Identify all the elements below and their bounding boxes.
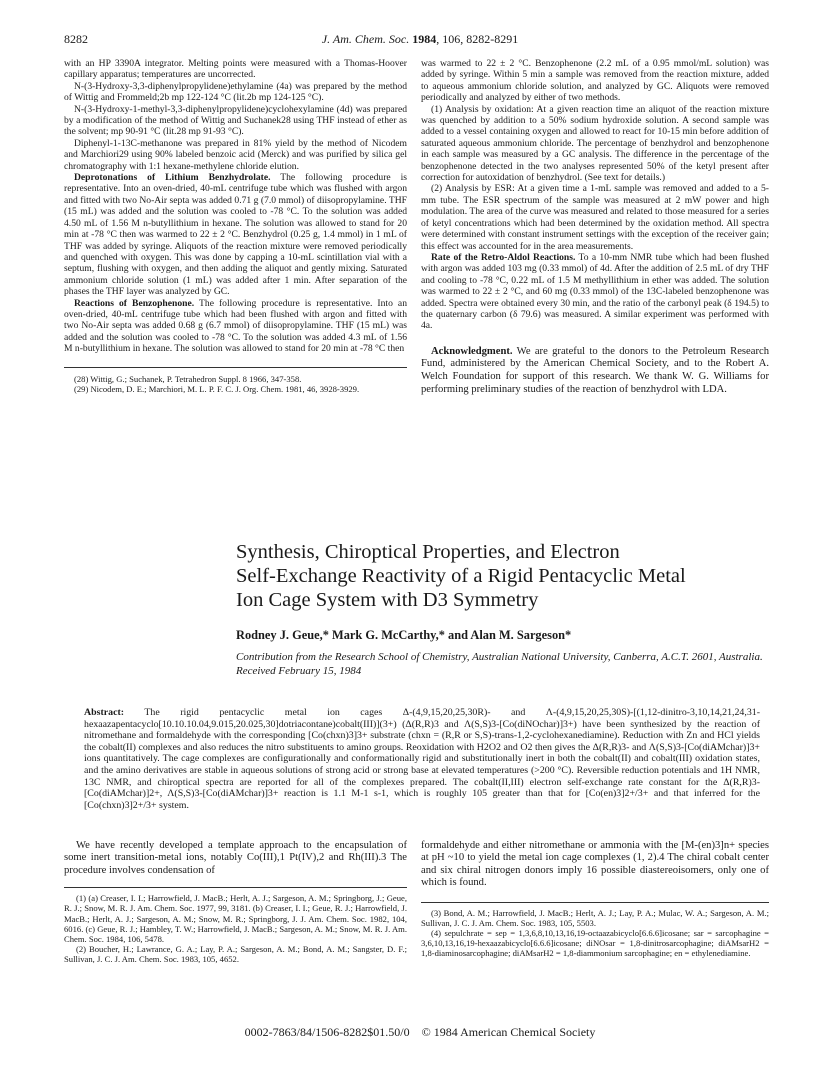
title-line: Synthesis, Chiroptical Properties, and Electron [236, 541, 620, 563]
paragraph: Rate of the Retro-Aldol Reactions. To a 10-mm NMR tube which had been flushed with argon was added 103 mg (0.33 mmol) of 4d. After the addition of 2.5 mL of dry THF and cooling to -78 °C, 0.22 mL of 1.5 M methyllithium in ether was added. The solution was warmed to 22 ± 2 °C, and 60 mg (0.33 mmol) of the 13C-labeled benzophenone was added. Spectra were obtained every 30 min, and the ratio of the carbonyl peak (δ 194.5) to the quaternary carbon (δ 79.6) was measured. A similar experiment was performed with 4a. [421, 251, 769, 332]
paragraph: Diphenyl-1-13C-methanone was prepared in 81% yield by the method of Nicodem and Marchiori29 using 90% labeled benzoic acid (Merck) and was purified by silica gel chromatography with 1:1 hexane-methylene chloride elution. [64, 137, 407, 172]
paragraph: (1) Analysis by oxidation: At a given reaction time an aliquot of the reaction mixture was quenched by addition to a 50% sodium hydroxide solution. A second sample was added to a vessel containing oxygen and allowed to react for 10-15 min before addition of saturated aqueous ammonium chloride. The percentage of benzhydrol and benzophenone in each sample was measured by a GC analysis. The difference in the percentage of the benzophenone detected in the two analyses represented 50% of the ketyl present after correction for autoxidation of benzhydrol. (See text for details.) [421, 103, 769, 184]
section-heading: Reactions of Benzophenone. [74, 297, 195, 309]
abstract [84, 707, 760, 811]
intro-left [64, 840, 407, 965]
left-column [64, 58, 407, 394]
footnote-divider [64, 367, 407, 368]
ack-heading: Acknowledgment. [431, 345, 513, 357]
journal-citation [64, 32, 776, 47]
journal-name: J. Am. Chem. Soc. [321, 32, 410, 46]
paragraph: with an HP 3390A integrator. Melting points were measured with a Thomas-Hoover capillary apparatus; temperatures are uncorrected. [64, 58, 407, 81]
abstract-label: Abstract: [84, 707, 125, 718]
paragraph: N-(3-Hydroxy-3,3-diphenylpropylidene)ethylamine (4a) was prepared by the method of Wittig and Frommeld;2b mp 122-124 °C (lit.2b mp 124-125 °C). [64, 80, 407, 104]
affiliation: Contribution from the Research School of Chemistry, Australian National University, Canberra, A.C.T. 2601, Australia. Received February 15, 1984 [236, 651, 763, 677]
reference: (29) Nicodem, D. E.; Marchiori, M. L. P. F. C. J. Org. Chem. 1981, 46, 3928-3929. [74, 383, 360, 394]
paragraph: Reactions of Benzophenone. The following procedure is representative. Into an oven-dried, 40-mL centrifuge tube which had been flushed with argon and fitted with two No-Air septa was added 0.68 g (6.7 mmol) of diisopropylamine. THF (15 mL) was added and the solution was cooled to -78 °C. To the solution was added 4.3 mL of 1.56 M n-butyllithium in hexane. The solution was allowed to stand for 20 min at -78 °C then [64, 297, 407, 355]
paragraph: formaldehyde and either nitromethane or ammonia with the [M-(en)3]n+ species at pH ~10 to yield the metal ion cage complexes (1, 2).4 The chiral cobalt center and six chiral nitrogen donors imply 16 possible diastereoisomers, only one of which is found. [421, 840, 769, 889]
footnote: (3) Bond, A. M.; Harrowfield, J. MacB.; Herlt, A. J.; Lay, P. A.; Mulac, W. A.; Sargeson, A. M.; Sullivan, J. C. J. Am. Chem. Soc. 1983, 105, 5503. [421, 907, 769, 928]
footer-code: 0002-7863/84/1506-8282$01.50/0 [244, 1025, 410, 1039]
running-header [64, 32, 776, 48]
reference: (28) Wittig, G.; Suchanek, P. Tetrahedron Suppl. 8 1966, 347-358. [74, 373, 302, 384]
references [64, 374, 407, 394]
paragraph: N-(3-Hydroxy-1-methyl-3,3-diphenylpropylidene)cyclohexylamine (4d) was prepared by a modification of the method of Wittig and Suchanek28 using THF instead of ether as the solvent; mp 90-91 °C (lit.28 mp 91-93 °C). [64, 103, 407, 138]
footnotes [64, 893, 407, 964]
journal-year: 1984 [412, 32, 437, 46]
page-number: 8282 [64, 32, 88, 46]
acknowledgment: Acknowledgment. We are grateful to the donors to the Petroleum Research Fund, administered by the American Chemical Society, and to the Robert A. Welch Foundation for support of this research. We thank W. G. Williams for performing preliminary studies of the reaction of benzhydrol with LDA. [421, 345, 769, 395]
abstract-text: The rigid pentacyclic metal ion cages Δ-(4,9,15,20,25,30R)- and Λ-(4,9,15,20,25,30S)-[(1,12-dinitro-3,10,14,21,24,31-hexaazapentacyclo[10.10.10.04,9.015,20.025,30]dotriacontane)cobalt(III)](3+) (Δ(R,R)3 and Λ(S,S)3-[Co(diNOchar)]3+) have been synthesized by the reaction of nitromethane and formaldehyde with the corresponding [Co(chxn)3]3+ substrate (chxn = (R,R or S,S)-trans-1,2-cyclohexanediamine). Reduction with Zn and HCl yields the cobalt(II) complexes and also reduces the nitro substituents to amino groups. Reoxidation with H2O2 and O2 then gives the Δ(R,R)3- and Λ(S,S)3-[Co(diAMchar)]3+ ions quantitatively. The cage complexes are configurationally and conformationally rigid and substitutionally inert in both the cobalt(II) and cobalt(III) oxidation states, and the amino derivatives are stable in aqueous solutions of strong acid or strong base at elevated temperatures (>200 °C). Reversible reduction potentials and 1H NMR, 13C NMR, and chiroptical spectra are reported for all of the complexes prepared. The cobalt(II,III) electron self-exchange rate constant for the Δ(R,R)3-[Co(diAMchar)]2+, Λ(S,S)3-[Co(diAMchar)]3+ reaction is 1.1 M-1 s-1, which is roughly 105 greater than that for [Co(en)3]2+/3+ and that inferred for the [Co(chxn)3]2+/3+ system. [84, 707, 760, 811]
footnotes [421, 908, 769, 959]
section-heading: Rate of the Retro-Aldol Reactions. [431, 251, 576, 263]
page-footer [64, 1025, 776, 1040]
paragraph: Deprotonations of Lithium Benzhydrolate. The following procedure is representative. Into an oven-dried, 40-mL centrifuge tube which was flushed with argon and fitted with two No-Air septa was added 0.71 g (7.0 mmol) of diisopropylamine. THF (15 mL) was added and the solution was cooled to -78 °C. To the solution was added 4.50 mL of 1.56 M n-butyllithium in hexane. The solution was allowed to stand for 20 min at -78 °C then was warmed to 22 ± 2 °C. Benzhydrol (0.25 g, 1.4 mmol) in 1 mL of THF was added by syringe. Aliquots of the reaction mixture were removed periodically and quenched with oxygen. This was done by capping a 10-mL scintillation vial with a septum, flushing with oxygen, and then adding the aliquot and gently mixing. Saturated ammonium chloride solution (1 mL) was added after 1 min. After separation of the phases the THF layer was analyzed by GC. [64, 172, 407, 298]
journal-volume-pages: , 106, 8282-8291 [436, 32, 519, 46]
paragraph: was warmed to 22 ± 2 °C. Benzophenone (2.2 mL of a 0.95 mmol/mL solution) was added by syringe. Within 5 min a sample was removed from the reaction mixture, added to aqueous ammonium chloride solution, and analyzed by GC. Aliquots were removed periodically and analyzed by either of two methods. [421, 58, 769, 104]
authors: Rodney J. Geue,* Mark G. McCarthy,* and Alan M. Sargeson* [236, 628, 572, 642]
footnote-divider [421, 902, 769, 903]
right-column [421, 58, 769, 396]
title-line: Ion Cage System with D3 Symmetry [236, 588, 539, 611]
title-line: Self-Exchange Reactivity of a Rigid Pentacyclic Metal [236, 564, 686, 587]
footer-copyright: © 1984 American Chemical Society [421, 1025, 596, 1039]
footnote: (2) Boucher, H.; Lawrance, G. A.; Lay, P. A.; Sargeson, A. M.; Bond, A. M.; Sangster, D. F.; Sullivan, J. C. J. Am. Chem. Soc. 1983, 105, 4652. [64, 944, 407, 965]
intro-right [421, 840, 769, 959]
paragraph: (2) Analysis by ESR: At a given time a 1-mL sample was removed and added to a 5-mm tube. The ESR spectrum of the sample was measured at 2 mW power and high modulation. The area of the curve was measured and related to those measured for a series of ketyl concentrations which had been determined by the oxidation method. All spectra were determined with constant instrument settings with the exception of the receiver gain; this effect was accounted for in the area measurements. [421, 183, 769, 252]
footnote: (4) sepulchrate = sep = 1,3,6,8,10,13,16,19-octaazabicyclo[6.6.6]icosane; sar = sarcophagine = 3,6,10,13,16,19-hexaazabicyclo[6.6.6]icosane; diNOsar = 1,8-dinitrosarcophagine; diAMsarH2 = 1,8-diaminosarcophagine; diAMsarH2 = 1,8-diammonium sarcophagine; en = ethylenediamine. [421, 928, 769, 959]
footnote: (1) (a) Creaser, I. I.; Harrowfield, J. MacB.; Herlt, A. J.; Sargeson, A. M.; Springborg, J.; Geue, R. J.; Snow, M. R. J. Am. Chem. Soc. 1977, 99, 3181. (b) Creaser, I. I.; Geue, R. J.; Harrowfield, J. MacB.; Herlt, A. J.; Sargeson, A. M.; Snow, M. R.; Springborg, J. J. Am. Chem. Soc. 1982, 104, 6016. (c) Geue, R. J.; Hambley, T. W.; Harrowfield, J. MacB.; Sargeson, A. M.; Snow, M. R. J. Am. Chem. Soc. 1984, 106, 5478. [64, 893, 407, 945]
article-title [236, 541, 796, 612]
footnote-divider [64, 887, 407, 888]
paragraph: We have recently developed a template approach to the encapsulation of some inert transition-metal ions, notably Co(III),1 Pt(IV),2 and Rh(III).3 The procedure involves condensation of [64, 840, 407, 876]
section-heading: Deprotonations of Lithium Benzhydrolate. [74, 172, 271, 184]
